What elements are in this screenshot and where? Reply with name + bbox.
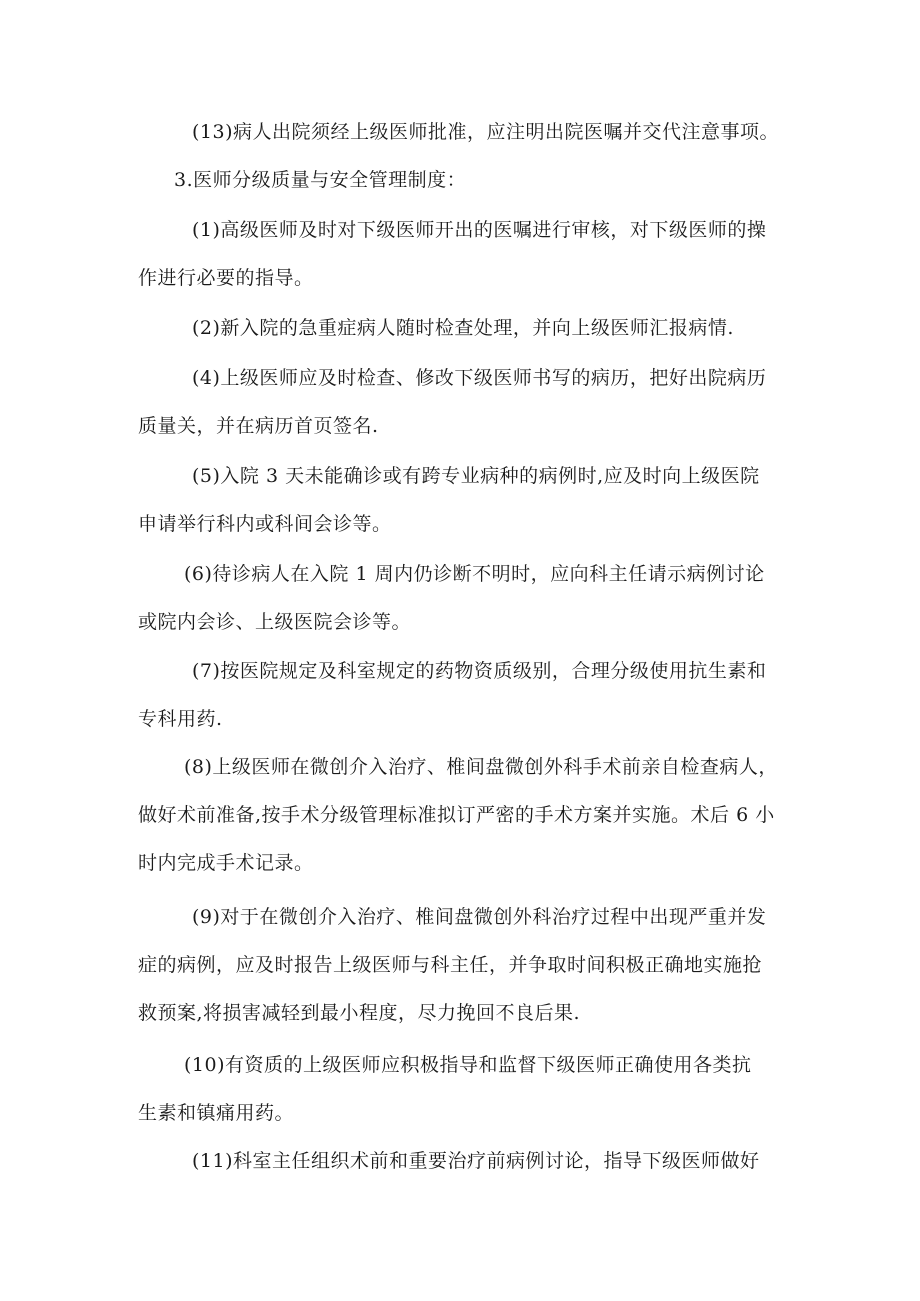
section-heading-3 bbox=[138, 156, 798, 204]
paragraph-13 bbox=[138, 108, 798, 156]
text-line: 症的病例，应及时报告上级医师与科主任，并争取时间积极正确地实施抢 bbox=[138, 954, 763, 976]
text-line: 申请举行科内或科间会诊等。 bbox=[138, 513, 392, 535]
text-line: (4)上级医师应及时检查、修改下级医师书写的病历，把好出院病历 bbox=[192, 367, 767, 389]
paragraph-9 bbox=[138, 893, 798, 1037]
paragraph-4 bbox=[138, 354, 798, 450]
text-line: 3.医师分级质量与安全管理制度： bbox=[174, 169, 467, 191]
text-line: (1)高级医师及时对下级医师开出的医嘱进行审核，对下级医师的操 bbox=[192, 219, 767, 241]
text-line: 做好术前准备,按手术分级管理标准拟订严密的手术方案并实施。术后 6 小 bbox=[138, 804, 775, 826]
paragraph-2 bbox=[138, 304, 798, 352]
text-line: 生素和镇痛用药。 bbox=[138, 1102, 295, 1124]
paragraph-1 bbox=[138, 206, 798, 302]
text-line: (9)对于在微创介入治疗、椎间盘微创外科治疗过程中出现严重并发 bbox=[192, 906, 767, 928]
text-line: 救预案,将损害减轻到最小程度，尽力挽回不良后果. bbox=[138, 1002, 581, 1024]
text-line: (7)按医院规定及科室规定的药物资质级别，合理分级使用抗生素和 bbox=[192, 660, 767, 682]
text-line: (11)科室主任组织术前和重要治疗前病例讨论，指导下级医师做好 bbox=[192, 1150, 760, 1172]
text-line: 作进行必要的指导。 bbox=[138, 267, 314, 289]
text-line: 专科用药. bbox=[138, 708, 223, 730]
text-line: (10)有资质的上级医师应积极指导和监督下级医师正确使用各类抗 bbox=[184, 1054, 752, 1076]
paragraph-7 bbox=[138, 647, 798, 743]
text-line: 时内完成手术记录。 bbox=[138, 852, 314, 874]
paragraph-11 bbox=[138, 1137, 798, 1185]
paragraph-5 bbox=[138, 452, 798, 548]
text-line: 质量关，并在病历首页签名. bbox=[138, 415, 379, 437]
text-line: (8)上级医师在微创介入治疗、椎间盘微创外科手术前亲自检查病人， bbox=[184, 756, 778, 778]
text-line: (13)病人出院须经上级医师批准，应注明出院医嘱并交代注意事项。 bbox=[192, 121, 780, 143]
text-line: (5)入院 3 天未能确诊或有跨专业病种的病例时,应及时向上级医院 bbox=[192, 465, 760, 487]
paragraph-8 bbox=[138, 743, 798, 887]
text-line: 或院内会诊、上级医院会诊等。 bbox=[138, 611, 412, 633]
text-line: (2)新入院的急重症病人随时检查处理，并向上级医师汇报病情. bbox=[192, 317, 734, 339]
text-line: (6)待诊病人在入院 1 周内仍诊断不明时，应向科主任请示病例讨论 bbox=[184, 563, 765, 585]
paragraph-6 bbox=[138, 550, 798, 646]
paragraph-10 bbox=[138, 1041, 798, 1137]
